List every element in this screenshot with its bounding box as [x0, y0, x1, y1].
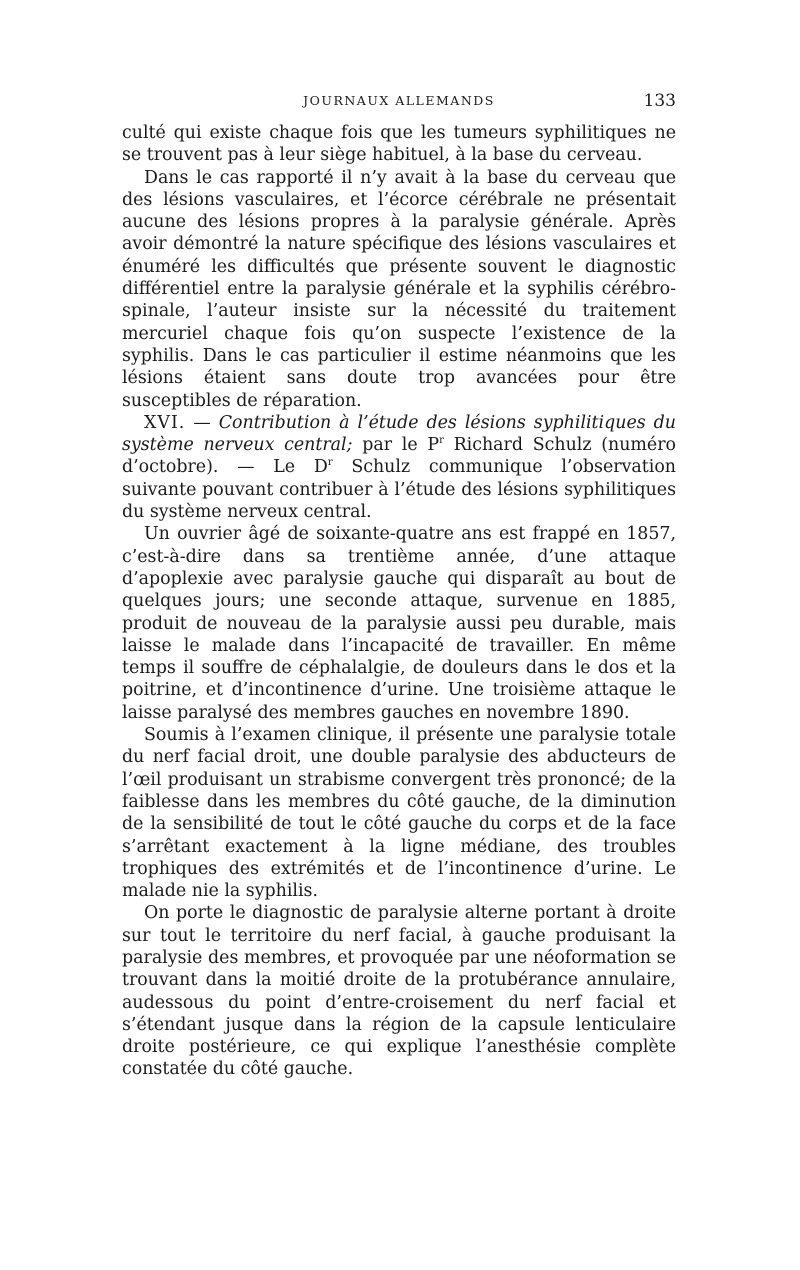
- book-page: [122, 86, 676, 1081]
- paragraph-article-entry: [122, 412, 676, 523]
- article-numeral: XVI.: [144, 412, 186, 433]
- page-number: 133: [643, 91, 676, 111]
- paragraph-patient-history: Un ouvrier âgé de soixante-quatre ans est frappé en 1857, c’est-à-dire dans sa trentième année, d’une attaque d’apoplexie avec paralysie gauche qui disparaît au bout de quelques jours; une seconde attaque, survenue en 1885, produit de nouveau de la paralysie aussi peu durable, mais laisse le malade dans l’incapacité de travailler. En même temps il souffre de céphalalgie, de douleurs dans le dos et la poitrine, et d’incontinence d’urine. Une troisième attaque le laisse paralysé des membres gauches en novembre 1890.: [122, 524, 676, 723]
- article-by: par le P: [352, 435, 440, 456]
- article-title: Contribution à l’étude des lésions syphilitiques du système nerveux central;: [122, 412, 676, 456]
- page-header: [122, 86, 676, 116]
- article-author: Richard Schulz (numéro d’octobre). — Le D: [122, 435, 676, 478]
- paragraph-clinical-exam: Soumis à l’examen clinique, il présente une paralysie totale du nerf facial droit, une double paralysie des abducteurs de l’œil produisant un strabisme convergent très prononcé; de la faiblesse dans les membres du côté gauche, de la diminution de la sensibilité de tout le côté gauche du corps et de la face s’arrêtant exactement à la ligne médiane, des troubles trophiques des extrémités et de l’incontinence d’urine. Le malade nie la syphilis.: [122, 725, 676, 902]
- article-summary: Schulz communique l’observation suivante pouvant contribuer à l’étude des lésions syphilitiques du système nerveux central.: [122, 457, 677, 523]
- paragraph-case-report: Dans le cas rapporté il n’y avait à la base du cerveau que des lésions vasculaires, et l’écorce cérébrale ne présentait aucune des lésions propres à la paralysie générale. Après avoir démontré la nature spécifique des lésions vasculaires et énuméré les difficultés que présente souvent le diagnostic différentiel entre la paralysie générale et la syphilis cérébro-spinale, l’auteur insiste sur la nécessité du traitement mercuriel chaque fois qu’on suspecte l’existence de la syphilis. Dans le cas particulier il estime néanmoins que les lésions étaient sans doute trop avancées pour être susceptibles de réparation.: [122, 167, 676, 411]
- professor-superscript: r: [439, 435, 444, 447]
- paragraph-continuation: culté qui existe chaque fois que les tumeurs syphilitiques ne se trouvent pas à leur siège habituel, à la base du cerveau.: [122, 123, 676, 166]
- running-title: JOURNAUX ALLEMANDS: [303, 93, 495, 108]
- doctor-superscript: r: [327, 457, 333, 469]
- article-dash: —: [185, 412, 219, 433]
- paragraph-diagnosis: On porte le diagnostic de paralysie alterne portant à droite sur tout le territoire du nerf facial, à gauche produisant la paralysie des membres, et provoquée par une néoformation se trouvant dans la moitié droite de la protubérance annulaire, audessous du point d’entre-croisement du nerf facial et s’étendant jusque dans la région de la capsule lenticulaire droite postérieure, ce qui explique l’anesthésie complète constatée du côté gauche.: [122, 903, 676, 1080]
- body-text: [122, 122, 676, 1081]
